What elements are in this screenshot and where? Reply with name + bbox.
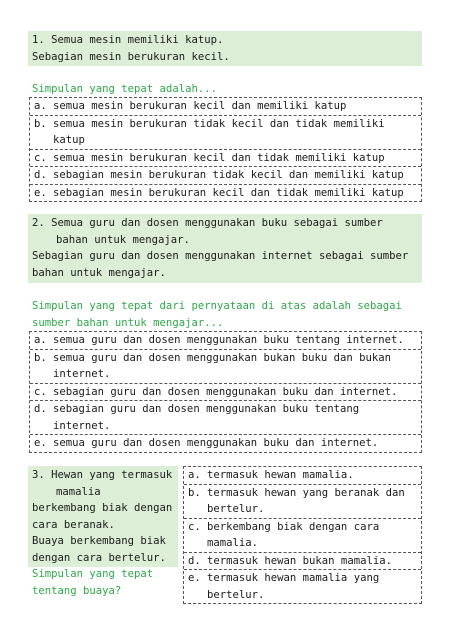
- option-text: termasuk hewan yang beranak dan: [207, 486, 405, 499]
- option-letter: b.: [34, 117, 47, 130]
- question-1-box: [28, 31, 422, 66]
- question-3-line-6: dengan cara bertelur.: [32, 551, 166, 564]
- option-letter: a.: [34, 334, 47, 346]
- question-2-prompt-line-1: Simpulan yang tepat dari pernyataan di atas adalah sebagai: [32, 300, 402, 312]
- option-letter: d.: [188, 554, 201, 567]
- question-3-line-3: berkembang biak dengan: [32, 502, 173, 514]
- question-3-line-2: mamalia: [56, 485, 101, 498]
- question-2-prompt-line-2: sumber bahan untuk mengajar...: [32, 316, 224, 329]
- option-text: termasuk hewan bukan mamalia.: [207, 554, 392, 567]
- option-2b[interactable]: [30, 349, 421, 383]
- option-text: sebagian guru dan dosen menggunakan buku tentang: [53, 403, 360, 415]
- option-text: semua mesin berukuran kecil dan memiliki katup: [53, 100, 347, 112]
- question-3-line-4: cara beranak.: [32, 518, 115, 531]
- question-2-box: [28, 214, 422, 283]
- option-1c[interactable]: [30, 149, 421, 167]
- option-1d[interactable]: [30, 166, 421, 184]
- option-text: semua guru dan dosen menggunakan bukan buku dan bukan: [53, 351, 392, 364]
- option-letter: d.: [34, 169, 47, 181]
- option-text-cont: katup: [53, 134, 85, 146]
- option-letter: d.: [34, 403, 47, 415]
- option-letter: a.: [188, 469, 201, 481]
- option-text: sebagian guru dan dosen menggunakan buku dan internet.: [53, 385, 398, 398]
- question-2-prompt: [32, 298, 402, 331]
- option-text: semua guru dan dosen menggunakan buku tentang internet.: [53, 334, 404, 346]
- question-1-options: [29, 97, 422, 202]
- option-letter: c.: [34, 151, 47, 164]
- question-1-line-2: Sebagian mesin berukuran kecil.: [32, 50, 230, 63]
- option-letter: e.: [188, 572, 201, 584]
- option-letter: e.: [34, 186, 47, 199]
- question-2-line-1: 2. Semua guru dan dosen menggunakan buku sebagai sumber: [32, 217, 383, 229]
- option-3d[interactable]: [184, 552, 421, 570]
- option-2c[interactable]: [30, 383, 421, 401]
- option-letter: e.: [34, 437, 47, 449]
- option-1e[interactable]: [30, 184, 421, 202]
- option-text: termasuk hewan mamalia.: [207, 469, 354, 481]
- question-2-line-4: bahan untuk mengajar.: [32, 266, 166, 279]
- question-3-line-5: Buaya berkembang biak: [32, 535, 166, 547]
- option-text-cont: internet.: [53, 368, 111, 380]
- option-text: berkembang biak dengan cara: [207, 520, 380, 533]
- question-3-options: [183, 466, 422, 604]
- question-3-prompt-line-2: tentang buaya?: [32, 584, 122, 597]
- option-3e[interactable]: [184, 569, 421, 603]
- question-1-prompt: Simpulan yang tepat adalah...: [32, 83, 217, 95]
- question-1-line-1: 1. Semua mesin memiliki katup.: [32, 34, 224, 46]
- option-letter: b.: [34, 351, 47, 364]
- option-letter: c.: [34, 385, 47, 398]
- option-3b[interactable]: [184, 484, 421, 518]
- question-3-line-1: 3. Hewan yang termasuk: [32, 469, 173, 481]
- option-2e[interactable]: [30, 434, 421, 452]
- option-1b[interactable]: [30, 115, 421, 149]
- question-2-line-3: Sebagian guru dan dosen menggunakan internet sebagai sumber: [32, 250, 409, 262]
- option-text-cont: internet.: [53, 419, 111, 432]
- question-3-prompt: [32, 566, 153, 599]
- option-2a[interactable]: [30, 332, 421, 349]
- option-text: semua guru dan dosen menggunakan buku dan internet.: [53, 437, 379, 449]
- question-3-prompt-line-1: Simpulan yang tepat: [32, 568, 154, 580]
- option-3a[interactable]: [184, 467, 421, 484]
- question-3-box: [28, 466, 178, 567]
- option-text-cont: bertelur.: [207, 588, 265, 601]
- option-text: semua mesin berukuran kecil dan tidak memiliki katup: [53, 151, 385, 164]
- option-text: sebagian mesin berukuran tidak kecil dan memiliki katup: [53, 169, 404, 181]
- option-3c[interactable]: [184, 518, 421, 552]
- option-text-cont: mamalia.: [207, 537, 259, 549]
- option-letter: b.: [188, 486, 201, 499]
- option-letter: c.: [188, 520, 201, 533]
- option-text-cont: bertelur.: [207, 503, 265, 515]
- option-2d[interactable]: [30, 400, 421, 434]
- question-2-line-2: bahan untuk mengajar.: [56, 233, 190, 246]
- question-2-options: [29, 331, 422, 453]
- option-letter: a.: [34, 100, 47, 112]
- option-text: termasuk hewan mamalia yang: [207, 572, 380, 584]
- option-1a[interactable]: [30, 98, 421, 115]
- option-text: sebagian mesin berukuran kecil dan tidak memiliki katup: [53, 186, 404, 199]
- option-text: semua mesin berukuran tidak kecil dan tidak memiliki: [53, 117, 385, 130]
